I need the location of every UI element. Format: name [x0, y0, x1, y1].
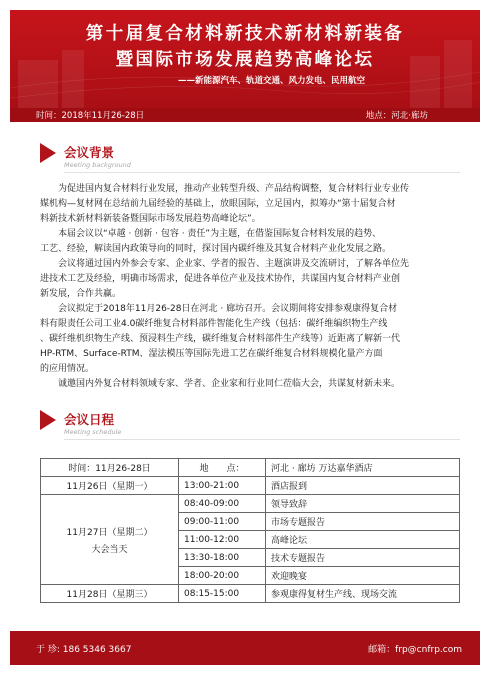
table-cell: 18:00-20:00 [179, 567, 266, 585]
table-cell: 酒店报到 [266, 477, 460, 495]
table-cell: 11:00-12:00 [179, 531, 266, 549]
section-divider [64, 439, 460, 440]
table-cell: 领导致辞 [266, 495, 460, 513]
background-paragraph-1 [40, 182, 460, 227]
section-subtitle: Meeting background [64, 161, 131, 169]
table-cell: 08:40-09:00 [179, 495, 266, 513]
table-header-row [41, 459, 460, 477]
text-line: 为促进国内复合材料行业发展，推动产业转型升级、产品结构调整，复合材料行业专业传 [40, 184, 410, 194]
text-line: 料新技术新材料新装备暨国际市场发展趋势高峰论坛”。 [40, 214, 261, 224]
table-cell: 09:00-11:00 [179, 513, 266, 531]
text-line: 、碳纤维机织物生产线、预浸料生产线，碳纤维复合材料部件生产线等）近距离了解新一代 [40, 334, 401, 344]
table-row [41, 477, 460, 495]
triangle-bullet-icon [40, 143, 56, 163]
background-paragraph-3 [40, 257, 460, 302]
footer-bar [10, 631, 480, 665]
section-divider [64, 172, 460, 173]
info-bar [10, 108, 480, 122]
text-line: 新发展，合作共赢。 [40, 289, 122, 299]
text-line: 的应用情况。 [40, 364, 95, 374]
contact-phone: 于 珍: 186 5346 3667 [36, 645, 132, 655]
text-line: 工艺、经验，解读国内政策导向的同时，探讨国内碳纤维及其复合材料产业化发展之路。 [40, 244, 392, 254]
table-cell: 欢迎晚宴 [266, 567, 460, 585]
table-cell-day2 [41, 495, 179, 585]
table-cell: 高峰论坛 [266, 531, 460, 549]
section-heading-background [40, 143, 460, 177]
event-place: 地点：河北·廊坊 [365, 111, 428, 121]
table-cell: 13:00-21:00 [179, 477, 266, 495]
triangle-bullet-icon [40, 410, 56, 430]
section-title: 会议背景 [64, 145, 115, 160]
table-cell: 参观康得复材生产线、现场交流 [266, 585, 460, 603]
table-cell: 时间：11月26-28日 [41, 459, 179, 477]
banner-title-line-1: 第十届复合材料新技术新材料新装备 [85, 24, 405, 44]
contact-email: 邮箱：frp@cnfrp.com [368, 645, 462, 655]
table-cell: 08:15-15:00 [179, 585, 266, 603]
background-paragraph-4 [40, 302, 460, 377]
section-heading-schedule [40, 410, 460, 444]
text-line: 媒机构—复材网在总结前九届经验的基础上，放眼国际，立足国内，拟筹办“第十届复合材 [40, 199, 396, 209]
table-cell: 11月26日（星期一） [41, 477, 179, 495]
table-row [41, 585, 460, 603]
table-row [41, 495, 460, 513]
text-line: 进技术工艺及经验，明确市场需求，促进各单位产业及技术协作，共谋国内复合材料产业创 [40, 274, 401, 284]
table-cell: 市场专题报告 [266, 513, 460, 531]
text-line: 会议拟定于2018年11月26-28日在河北 · 廊坊召开。会议期间将安排参观康得复合材 [40, 304, 398, 314]
table-cell: 技术专题报告 [266, 549, 460, 567]
text-line: 料有限责任公司工业4.0碳纤维复合材料部件智能化生产线（包括：碳纤维编织物生产线 [40, 319, 388, 329]
table-cell: 地 点： [179, 459, 266, 477]
event-time: 时间：2018年11月26-28日 [36, 111, 145, 121]
text-line: 诚邀国内外复合材料领域专家、学者、企业家和行业同仁莅临大会，共谋复材新未来。 [40, 379, 401, 389]
table-cell: 13:30-18:00 [179, 549, 266, 567]
table-cell: 河北 · 廊坊 万达嘉华酒店 [266, 459, 460, 477]
background-paragraph-2 [40, 227, 460, 257]
text-line: 会议将通过国内外参会专家、企业家、学者的报告、主题演讲及交流研讨，了解各单位先 [40, 259, 410, 269]
day2-note: 大会当天 [91, 544, 128, 555]
day2-date: 11月27日（星期二） [66, 527, 153, 538]
banner-title-line-2: 暨国际市场发展趋势高峰论坛 [115, 50, 375, 70]
text-line: HP-RTM、Surface-RTM、湿法模压等国际先进工艺在碳纤维复合材料规模化量产方面 [40, 349, 383, 359]
table-cell: 11月28日（星期三） [41, 585, 179, 603]
schedule-table [40, 458, 460, 603]
section-title: 会议日程 [64, 412, 115, 427]
banner-subtitle: ——新能源汽车、轨道交通、风力发电、民用航空 [178, 76, 366, 86]
background-paragraph-5 [40, 377, 460, 392]
section-subtitle: Meeting schedule [64, 428, 122, 436]
header-banner [10, 10, 480, 108]
text-line: 本届会议以“卓越 · 创新 · 包容 · 责任”为主题，在借鉴国际复合材料发展的趋势、 [40, 229, 382, 239]
